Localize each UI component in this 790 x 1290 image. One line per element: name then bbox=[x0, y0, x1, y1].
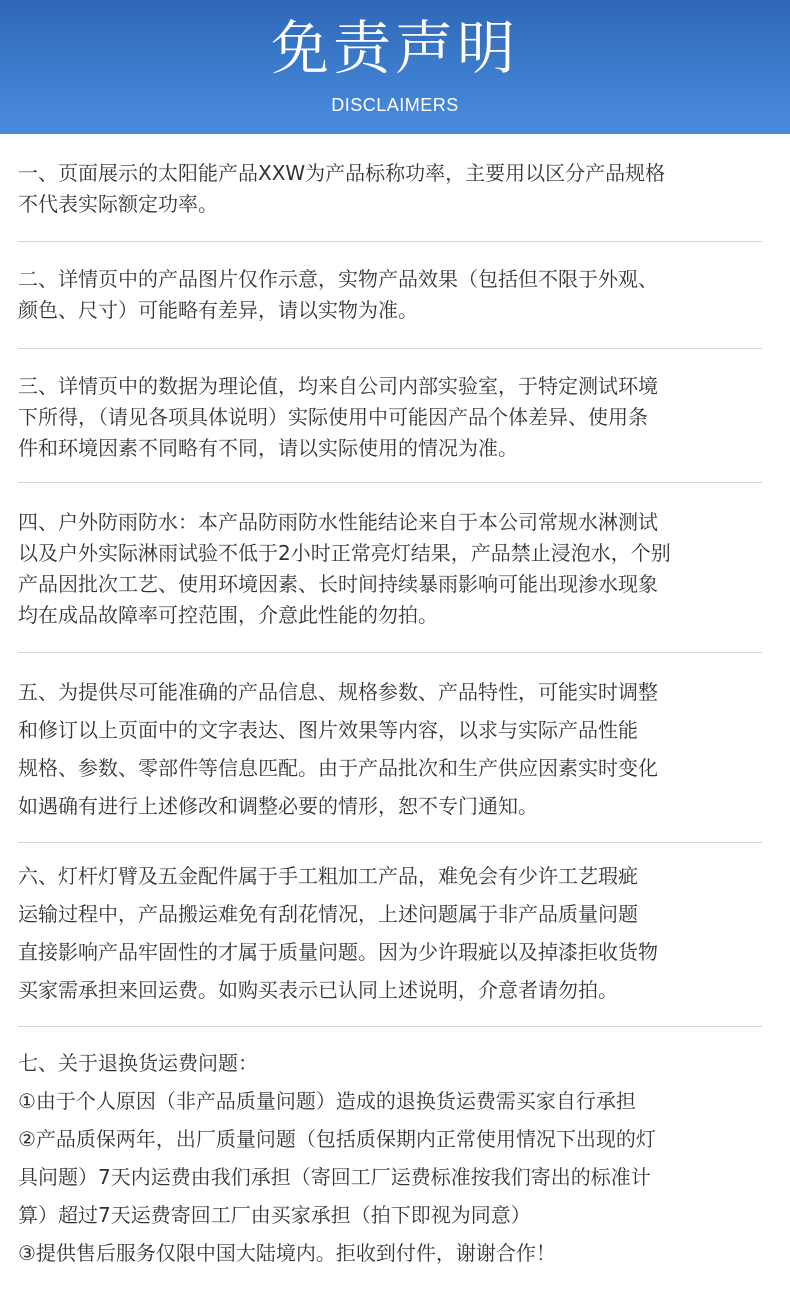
section-5-line-1: 五、为提供尽可能准确的产品信息、规格参数、产品特性，可能实时调整 bbox=[18, 680, 658, 704]
section-7-line-2: ①由于个人原因（非产品质量问题）造成的退换货运费需买家自行承担 bbox=[18, 1089, 636, 1113]
section-6-line-1: 六、灯杆灯臂及五金配件属于手工粗加工产品，难免会有少许工艺瑕疵 bbox=[18, 864, 638, 888]
section-1-line-1: 一、页面展示的太阳能产品XXW为产品标称功率，主要用以区分产品规格 bbox=[18, 161, 666, 185]
section-7-line-3: ②产品质保两年，出厂质量问题（包括质保期内正常使用情况下出现的灯 bbox=[18, 1127, 656, 1151]
section-7-line-1: 七、关于退换货运费问题： bbox=[18, 1051, 258, 1075]
disclaimer-section-4 bbox=[0, 483, 790, 652]
section-4-line-2: 以及户外实际淋雨试验不低于2小时正常亮灯结果，产品禁止浸泡水，个别 bbox=[18, 541, 671, 565]
page-title: 免责声明 bbox=[270, 14, 519, 82]
disclaimer-section-7 bbox=[0, 1027, 790, 1272]
disclaimer-body bbox=[0, 134, 790, 1272]
section-5-line-4: 如遇确有进行上述修改和调整必要的情形，恕不专门通知。 bbox=[18, 794, 538, 818]
section-3-line-3: 件和环境因素不同略有不同，请以实际使用的情况为准。 bbox=[18, 436, 518, 460]
section-6-line-3: 直接影响产品牢固性的才属于质量问题。因为少许瑕疵以及掉漆拒收货物 bbox=[18, 940, 658, 964]
section-6-line-4: 买家需承担来回运费。如购买表示已认同上述说明，介意者请勿拍。 bbox=[18, 978, 618, 1002]
disclaimer-header bbox=[0, 0, 790, 134]
disclaimer-section-5 bbox=[0, 653, 790, 842]
section-2-line-1: 二、详情页中的产品图片仅作示意，实物产品效果（包括但不限于外观、 bbox=[18, 267, 658, 291]
section-3-line-2: 下所得，（请见各项具体说明）实际使用中可能因产品个体差异、使用条 bbox=[18, 405, 648, 429]
section-1-line-2: 不代表实际额定功率。 bbox=[18, 192, 218, 216]
section-7-line-4: 具问题）7天内运费由我们承担（寄回工厂运费标准按我们寄出的标准计 bbox=[18, 1165, 651, 1189]
disclaimer-section-1 bbox=[0, 134, 790, 241]
section-4-line-3: 产品因批次工艺、使用环境因素、长时间持续暴雨影响可能出现渗水现象 bbox=[18, 572, 658, 596]
section-3-line-1: 三、详情页中的数据为理论值，均来自公司内部实验室，于特定测试环境 bbox=[18, 374, 658, 398]
section-4-line-4: 均在成品故障率可控范围，介意此性能的勿拍。 bbox=[18, 603, 438, 627]
disclaimer-section-6 bbox=[0, 843, 790, 1026]
section-7-line-5: 算）超过7天运费寄回工厂由买家承担（拍下即视为同意） bbox=[18, 1203, 531, 1227]
section-4-line-1: 四、户外防雨防水：本产品防雨防水性能结论来自于本公司常规水淋测试 bbox=[18, 510, 658, 534]
section-6-line-2: 运输过程中，产品搬运难免有刮花情况，上述问题属于非产品质量问题 bbox=[18, 902, 638, 926]
section-5-line-3: 规格、参数、零部件等信息匹配。由于产品批次和生产供应因素实时变化 bbox=[18, 756, 658, 780]
page-subtitle: DISCLAIMERS bbox=[331, 95, 459, 115]
disclaimer-section-2 bbox=[0, 242, 790, 348]
disclaimer-section-3 bbox=[0, 349, 790, 482]
section-2-line-2: 颜色、尺寸）可能略有差异，请以实物为准。 bbox=[18, 298, 418, 322]
section-5-line-2: 和修订以上页面中的文字表达、图片效果等内容，以求与实际产品性能 bbox=[18, 718, 638, 742]
section-7-line-6: ③提供售后服务仅限中国大陆境内。拒收到付件，谢谢合作！ bbox=[18, 1241, 556, 1265]
